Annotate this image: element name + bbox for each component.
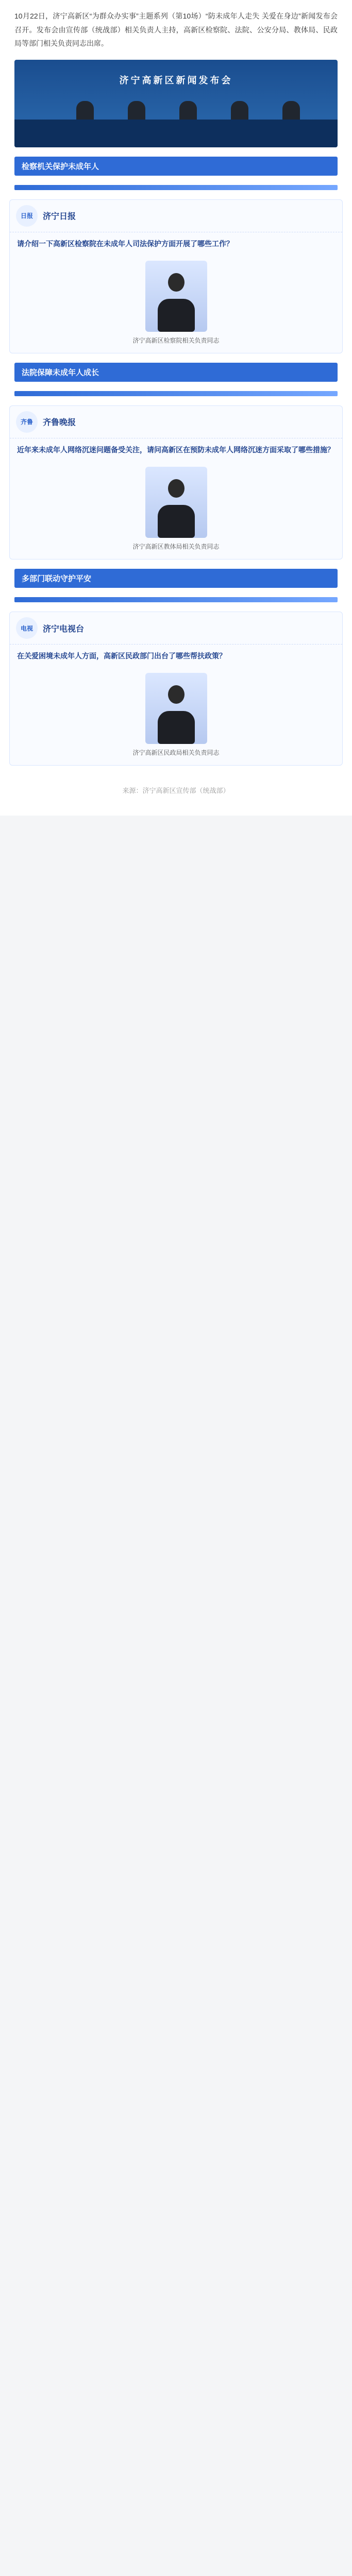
qa-head (10, 406, 342, 438)
section-title-3: 多部门联动守护平安 (14, 569, 338, 588)
speaker-block (10, 462, 342, 559)
qa-block-2 (9, 405, 343, 560)
speaker-block (10, 256, 342, 353)
speaker-title: 济宁高新区检察院相关负责同志 (132, 336, 220, 344)
media-logo-icon: 齐鲁 (16, 411, 38, 433)
decorative-bar (14, 185, 338, 190)
media-logo-icon: 日报 (16, 205, 38, 227)
media-outlet: 济宁电视台 (43, 624, 85, 634)
media-logo-icon: 电视 (16, 617, 38, 639)
article-footer: 来源：济宁高新区宣传部（统战部） (122, 787, 230, 795)
speaker-block (10, 668, 342, 765)
question-text: 在关爱困境未成年人方面，高新区民政部门出台了哪些帮扶政策？ (17, 652, 226, 660)
article-intro: 10月22日，济宁高新区“为群众办实事”主题系列（第10场）“防未成年人走失 关爱在身边”新闻发布会召开。发布会由宣传部（统战部）相关负责人主持，高新区检察院、法院、公安分局、教体局、民政局等部门相关负责同志出席。 (14, 12, 338, 48)
speaker-title: 济宁高新区教体局相关负责同志 (132, 543, 220, 551)
speaker-portrait (145, 261, 207, 332)
speaker-title: 济宁高新区民政局相关负责同志 (132, 749, 220, 757)
speaker-portrait (145, 673, 207, 744)
article-page (0, 0, 352, 816)
media-outlet: 齐鲁晚报 (43, 418, 76, 428)
qa-block-1 (9, 199, 343, 353)
question-text: 请介绍一下高新区检察院在未成年人司法保护方面开展了哪些工作？ (17, 239, 233, 248)
qa-head (10, 200, 342, 232)
speaker-portrait (145, 467, 207, 538)
photo-banner: 济宁高新区新闻发布会 (119, 75, 233, 86)
decorative-bar (14, 597, 338, 602)
press-conference-photo (14, 60, 338, 147)
qa-head (10, 612, 342, 645)
decorative-bar (14, 391, 338, 396)
section-title-2: 法院保障未成年人成长 (14, 363, 338, 382)
question-text: 近年来未成年人网络沉迷问题备受关注，请问高新区在预防未成年人网络沉迷方面采取了哪些措施？ (17, 445, 334, 454)
stage-table (14, 120, 338, 147)
media-outlet: 济宁日报 (43, 212, 76, 222)
section-title-1: 检察机关保护未成年人 (14, 157, 338, 176)
qa-block-3 (9, 612, 343, 766)
